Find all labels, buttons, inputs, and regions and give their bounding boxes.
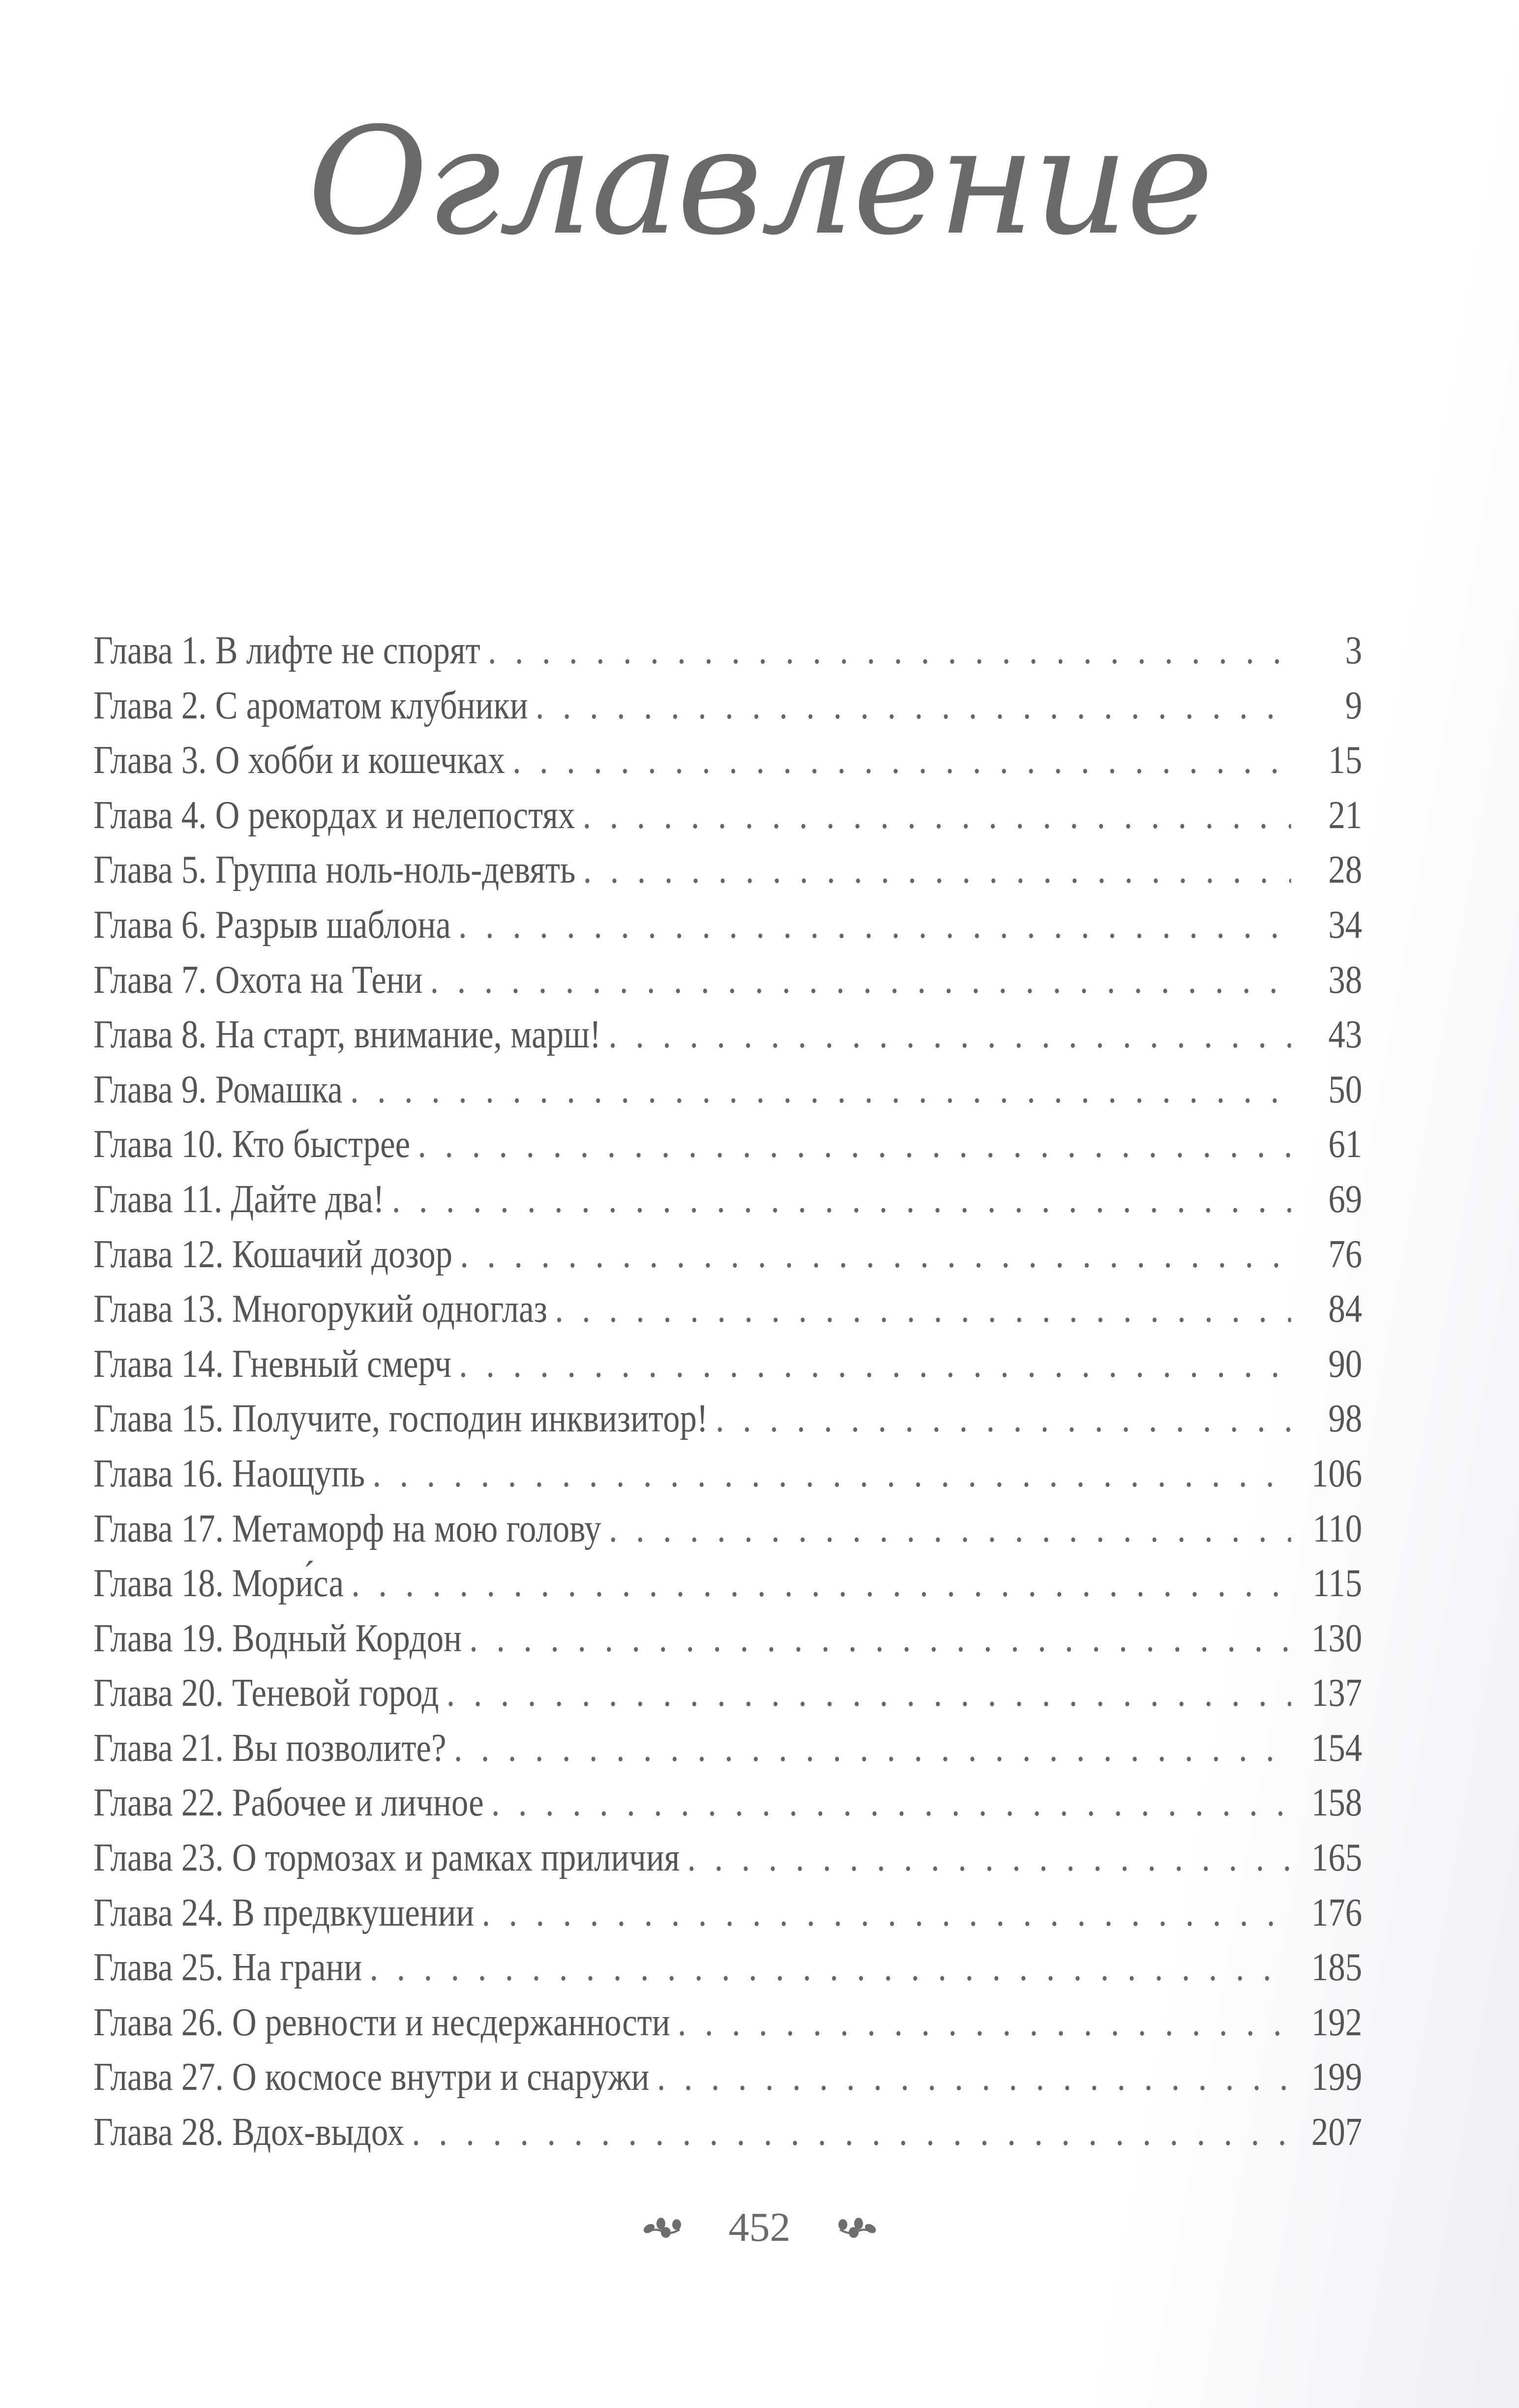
dot-leader (609, 1502, 1291, 1557)
dot-leader (687, 1831, 1291, 1886)
toc-entry (93, 1117, 1362, 1172)
dot-leader (608, 1008, 1291, 1063)
chapter-page: 176 (1311, 1891, 1362, 1934)
dot-leader (482, 1886, 1291, 1941)
chapter-title: Глава 9. Ромашка (93, 1068, 343, 1111)
chapter-page: 9 (1345, 684, 1362, 727)
toc-entry (93, 1611, 1362, 1666)
chapter-title: Глава 15. Получите, господин инквизитор! (93, 1397, 708, 1441)
toc-entry (93, 953, 1362, 1008)
floral-ornament-right-icon (835, 2213, 879, 2242)
dot-leader (458, 898, 1291, 953)
chapter-page: 192 (1311, 2000, 1362, 2044)
dot-leader (488, 624, 1291, 679)
toc-entry (93, 1721, 1362, 1776)
toc-entry (93, 1831, 1362, 1886)
chapter-page: 3 (1345, 629, 1362, 672)
chapter-page: 199 (1311, 2055, 1362, 2099)
toc-entry (93, 1172, 1362, 1227)
dot-leader (491, 1776, 1291, 1831)
toc-entry (93, 733, 1362, 788)
page-footer (0, 2203, 1519, 2252)
chapter-title: Глава 18. Мори́са (93, 1562, 344, 1605)
dot-leader (583, 843, 1291, 898)
chapter-title: Глава 23. О тормозах и рамках приличия (93, 1836, 680, 1880)
dot-leader (459, 1337, 1291, 1392)
toc-entry (93, 1227, 1362, 1282)
chapter-page: 50 (1328, 1068, 1362, 1111)
dot-leader (447, 1666, 1291, 1721)
dot-leader (536, 679, 1291, 734)
chapter-page: 106 (1311, 1452, 1362, 1495)
chapter-title: Глава 11. Дайте два! (93, 1177, 385, 1221)
toc-entry (93, 1063, 1362, 1118)
chapter-page: 158 (1311, 1781, 1362, 1825)
toc-entry (93, 1392, 1362, 1447)
chapter-page: 130 (1311, 1616, 1362, 1660)
chapter-title: Глава 22. Рабочее и личное (93, 1781, 484, 1825)
dot-leader (555, 1282, 1291, 1337)
chapter-page: 34 (1328, 903, 1362, 947)
toc-entry (93, 1008, 1362, 1063)
dot-leader (418, 1117, 1291, 1172)
toc-entry (93, 1502, 1362, 1557)
dot-leader (350, 1063, 1291, 1118)
page-title: Оглавление (307, 96, 1212, 268)
page-number: 452 (728, 2204, 791, 2250)
dot-leader (460, 1227, 1291, 1282)
chapter-title: Глава 25. На грани (93, 1946, 362, 1990)
toc-entry (93, 624, 1362, 679)
dot-leader (657, 2050, 1291, 2105)
chapter-title: Глава 16. Наощупь (93, 1452, 365, 1495)
chapter-page: 207 (1311, 2111, 1362, 2154)
toc-entry (93, 1995, 1362, 2051)
chapter-page: 90 (1328, 1342, 1362, 1386)
chapter-title: Глава 4. О рекордах и нелепостях (93, 793, 575, 837)
dot-leader (373, 1447, 1291, 1502)
chapter-title: Глава 27. О космосе внутри и снаружи (93, 2055, 650, 2099)
table-of-contents (93, 624, 1362, 2160)
chapter-title: Глава 28. Вдох-выдох (93, 2111, 404, 2154)
chapter-title: Глава 14. Гневный смерч (93, 1342, 451, 1386)
chapter-title: Глава 12. Кошачий дозор (93, 1232, 453, 1276)
chapter-page: 76 (1328, 1232, 1362, 1276)
chapter-page: 43 (1328, 1013, 1362, 1057)
dot-leader (370, 1940, 1291, 1995)
chapter-page: 115 (1312, 1562, 1362, 1605)
dot-leader (351, 1556, 1291, 1611)
chapter-title: Глава 3. О хобби и кошечках (93, 739, 505, 782)
floral-ornament-left-icon (640, 2213, 685, 2242)
dot-leader (392, 1172, 1291, 1227)
chapter-page: 61 (1328, 1123, 1362, 1166)
dot-leader (583, 788, 1291, 843)
toc-entry (93, 1776, 1362, 1831)
chapter-page: 84 (1328, 1287, 1362, 1331)
chapter-title: Глава 13. Многорукий одноглаз (93, 1287, 547, 1331)
toc-entry (93, 1886, 1362, 1941)
chapter-title: Глава 21. Вы позволите? (93, 1726, 447, 1770)
chapter-page: 137 (1311, 1671, 1362, 1715)
dot-leader (715, 1392, 1291, 1447)
toc-entry (93, 1282, 1362, 1337)
chapter-page: 98 (1328, 1397, 1362, 1441)
dot-leader (512, 733, 1291, 788)
chapter-title: Глава 10. Кто быстрее (93, 1123, 411, 1166)
chapter-title: Глава 20. Теневой город (93, 1671, 439, 1715)
dot-leader (469, 1611, 1291, 1666)
chapter-page: 21 (1328, 793, 1362, 837)
chapter-title: Глава 24. В предвкушении (93, 1891, 475, 1934)
chapter-page: 185 (1311, 1946, 1362, 1990)
chapter-page: 165 (1311, 1836, 1362, 1880)
toc-entry (93, 2050, 1362, 2105)
toc-entry (93, 679, 1362, 734)
toc-entry (93, 1337, 1362, 1392)
chapter-title: Глава 6. Разрыв шаблона (93, 903, 451, 947)
dot-leader (678, 1995, 1291, 2051)
chapter-page: 154 (1311, 1726, 1362, 1770)
dot-leader (430, 953, 1291, 1008)
toc-entry (93, 1447, 1362, 1502)
chapter-page: 69 (1328, 1177, 1362, 1221)
dot-leader (454, 1721, 1291, 1776)
toc-entry (93, 2105, 1362, 2160)
toc-entry (93, 1666, 1362, 1721)
chapter-page: 28 (1328, 848, 1362, 892)
toc-entry (93, 788, 1362, 843)
chapter-title: Глава 7. Охота на Тени (93, 958, 423, 1002)
chapter-title: Глава 26. О ревности и несдержанности (93, 2000, 670, 2044)
chapter-page: 15 (1328, 739, 1362, 782)
chapter-title: Глава 2. С ароматом клубники (93, 684, 528, 727)
toc-entry (93, 898, 1362, 953)
chapter-page: 110 (1312, 1507, 1362, 1550)
chapter-title: Глава 1. В лифте не спорят (93, 629, 480, 672)
chapter-title: Глава 17. Метаморф на мою голову (93, 1507, 601, 1550)
chapter-title: Глава 5. Группа ноль-ноль-девять (93, 848, 576, 892)
chapter-page: 38 (1328, 958, 1362, 1002)
chapter-title: Глава 19. Водный Кордон (93, 1616, 462, 1660)
toc-entry (93, 1940, 1362, 1995)
toc-entry (93, 1556, 1362, 1611)
chapter-title: Глава 8. На старт, внимание, марш! (93, 1013, 601, 1057)
dot-leader (412, 2105, 1291, 2160)
toc-entry (93, 843, 1362, 898)
